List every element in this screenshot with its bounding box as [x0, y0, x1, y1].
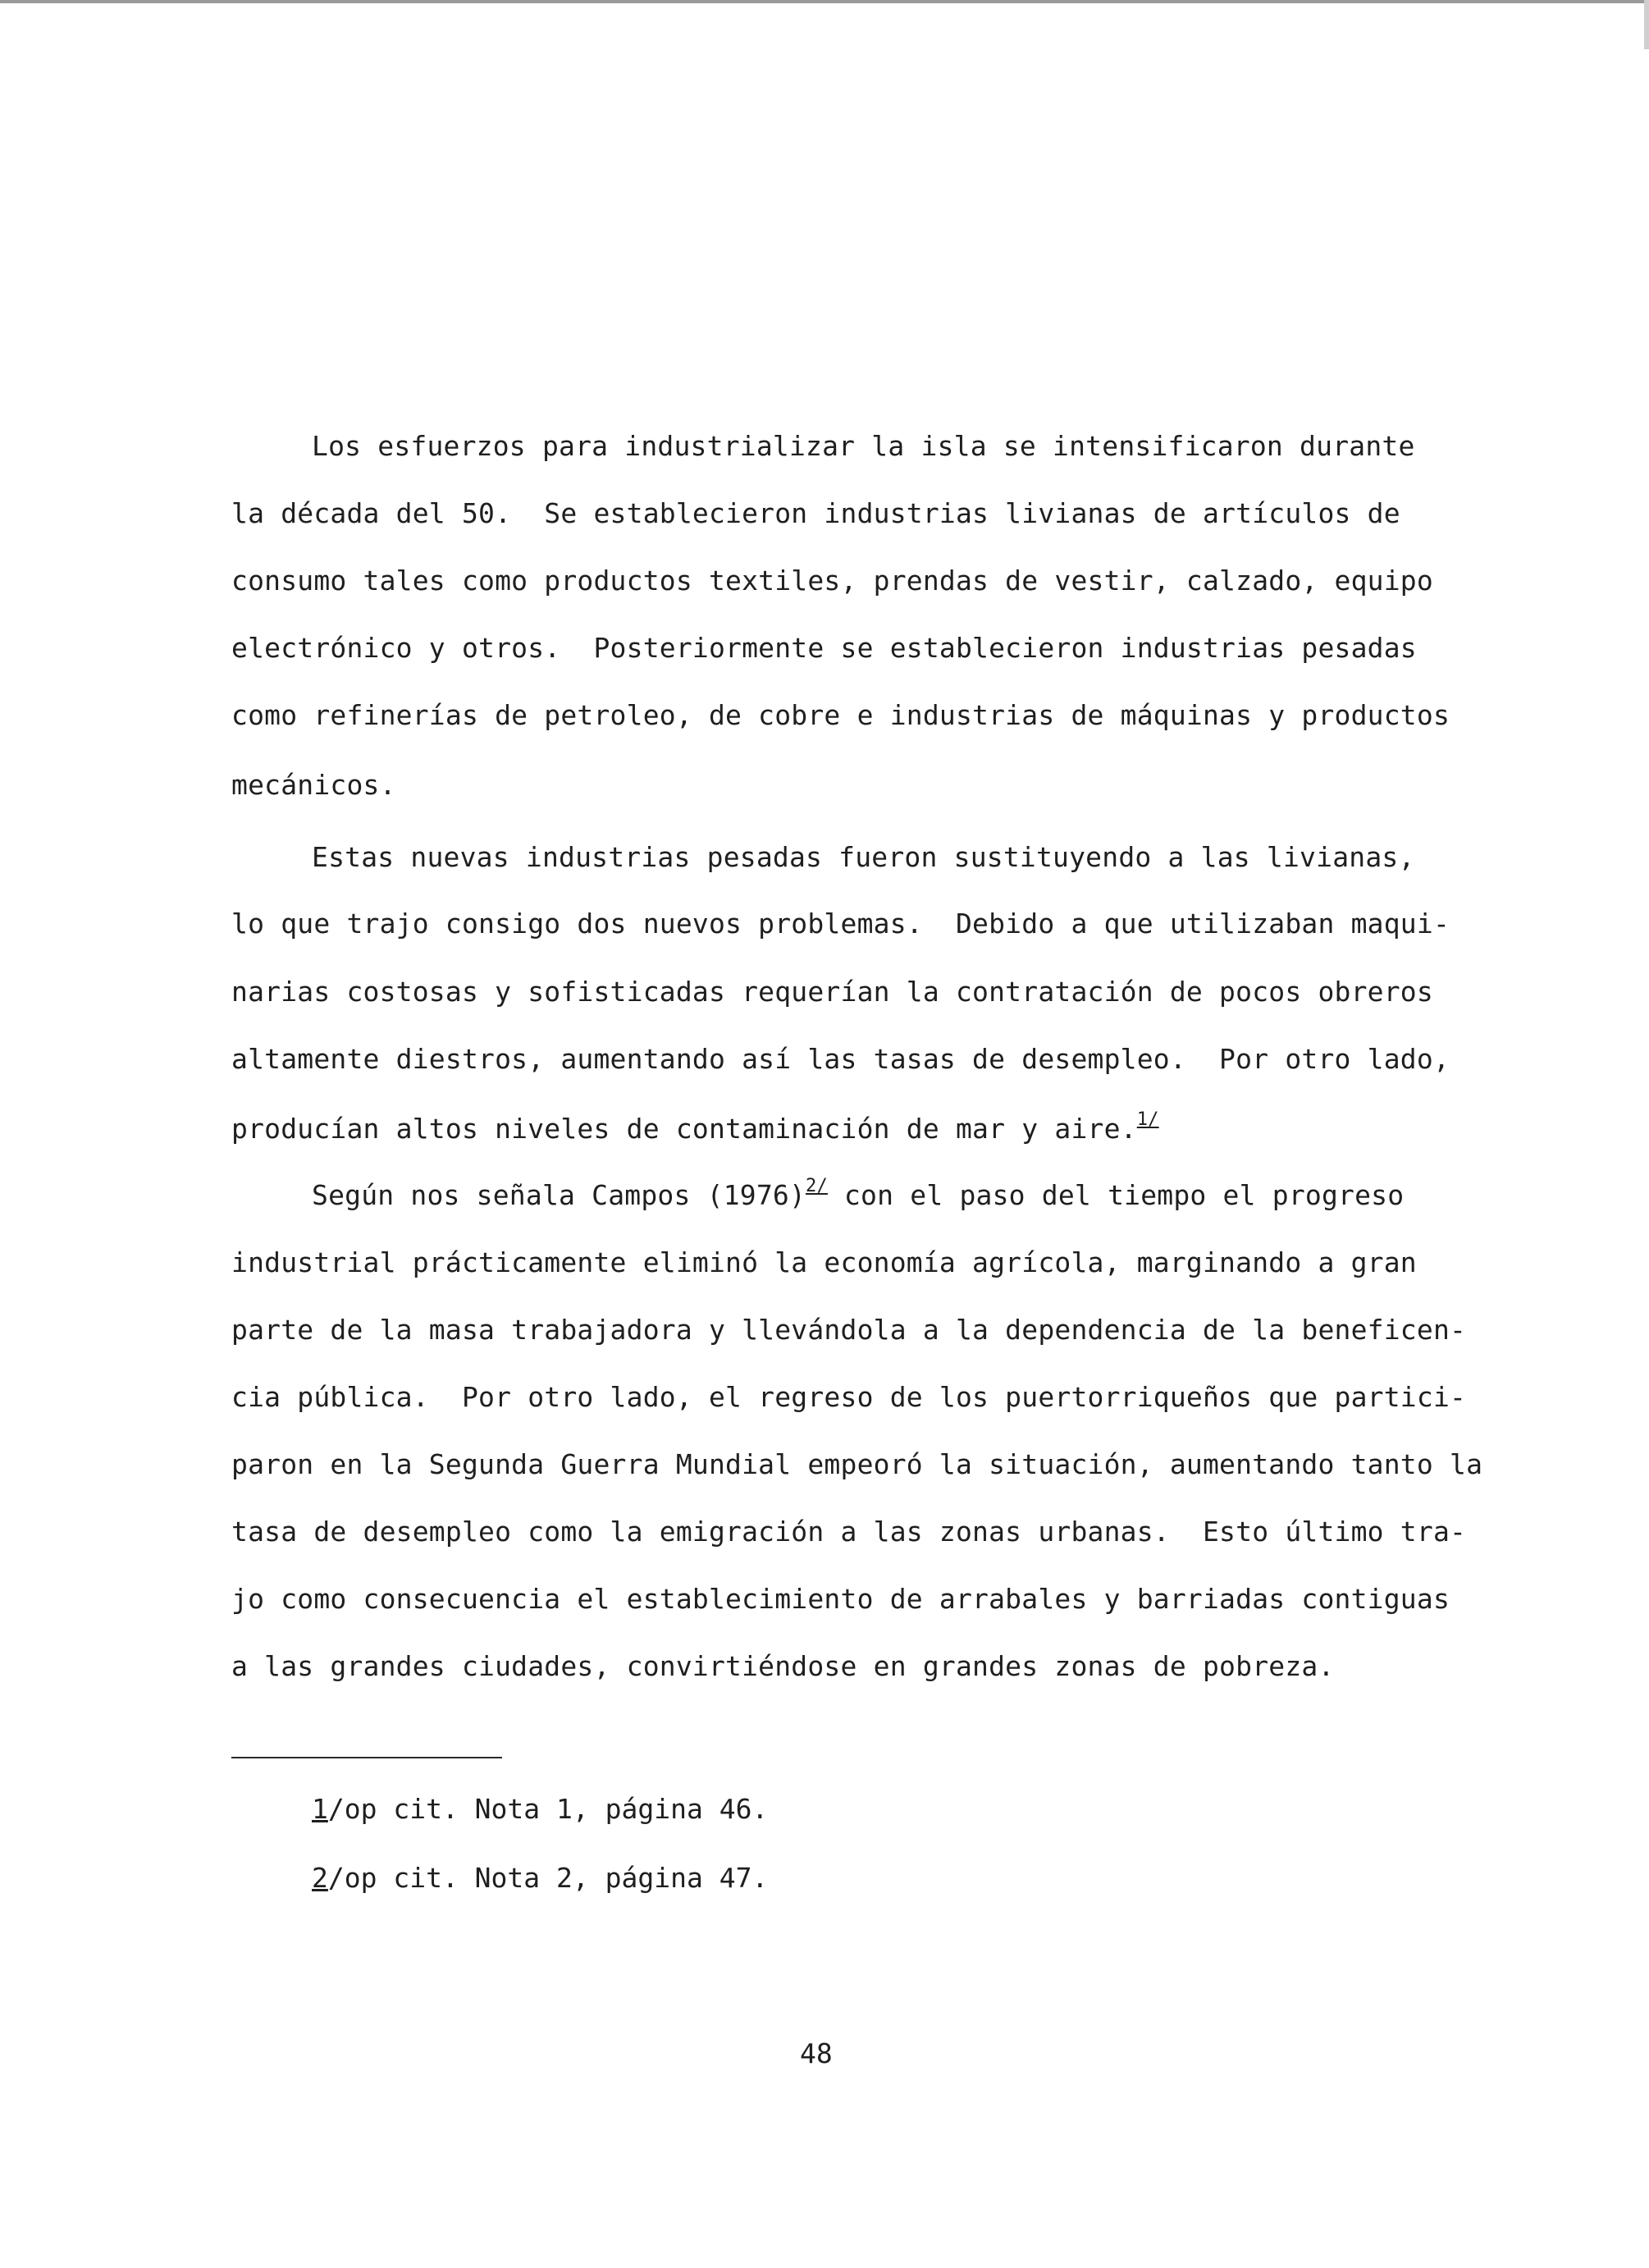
footnote-ref-1: 1/ — [1136, 1109, 1159, 1130]
page-number: 48 — [800, 2037, 833, 2069]
paragraph-3-line-7: jo como consecuencia el establecimiento de arrabales y barriadas contiguas — [231, 1583, 1450, 1615]
paragraph-3-line-8: a las grandes ciudades, convirtiéndose en grandes zonas de pobreza. — [231, 1650, 1335, 1682]
footnote-2-number: 2 — [312, 1862, 328, 1894]
paragraph-2-line-5-text: producían altos niveles de contaminación de mar y aire. — [231, 1113, 1137, 1145]
paragraph-3-line-1-after-ref: con el paso del tiempo el progreso — [827, 1179, 1405, 1211]
footnote-ref-2: 2/ — [806, 1176, 828, 1196]
paragraph-1-line-3: consumo tales como productos textiles, prendas de vestir, calzado, equipo — [231, 565, 1433, 597]
footnote-separator — [231, 1757, 502, 1758]
paragraph-3-line-6: tasa de desempleo como la emigración a las zonas urbanas. Esto último tra- — [231, 1516, 1467, 1548]
paragraph-3-line-2: industrial prácticamente eliminó la economía agrícola, marginando a gran — [231, 1246, 1417, 1278]
footnote-1-number: 1 — [312, 1793, 328, 1825]
paragraph-2-line-1: Estas nuevas industrias pesadas fueron sustituyendo a las livianas, — [312, 841, 1415, 873]
paragraph-3-line-3: parte de la masa trabajadora y llevándola a la dependencia de la beneficen- — [231, 1314, 1467, 1346]
footnote-2-text: /op cit. Nota 2, página 47. — [327, 1862, 769, 1894]
footnote-1 — [312, 1793, 768, 1826]
footnote-2 — [312, 1862, 768, 1895]
paragraph-2-line-2: lo que trajo consigo dos nuevos problemas. Debido a que utilizaban maqui- — [231, 908, 1450, 940]
paragraph-1-line-1: Los esfuerzos para industrializar la isla se intensificaron durantе — [312, 430, 1415, 462]
paragraph-2-line-5 — [231, 1109, 1511, 1145]
scan-edge-right — [1644, 0, 1649, 49]
paragraph-3-line-5: paron en la Segunda Guerra Mundial empeoró la situación, aumentando tanto la — [231, 1448, 1483, 1480]
paragraph-3-line-1 — [312, 1176, 1592, 1212]
paragraph-1-line-6: mecánicos. — [231, 769, 396, 801]
paragraph-1-line-2: la década del 50. Se establecieron industrias livianas de artículos de — [231, 497, 1400, 529]
paragraph-2-line-3: narias costosas y sofisticadas requerían la contratación de pocos obreros — [231, 976, 1433, 1008]
footnote-1-text: /op cit. Nota 1, página 46. — [327, 1793, 769, 1825]
paragraph-1-line-4: electrónico y otros. Posteriormente se establecieron industrias pesadas — [231, 632, 1417, 664]
scan-edge-top — [0, 0, 1649, 3]
paragraph-3-line-4: cia pública. Por otro lado, el regreso de los puertorriqueños que partici- — [231, 1381, 1467, 1413]
paragraph-3-line-1-before-ref: Según nos señala Campos (1976) — [312, 1179, 806, 1211]
paragraph-2-line-4: altamente diestros, aumentando así las tasas de desempleo. Por otro lado, — [231, 1043, 1450, 1075]
paragraph-1-line-5: como refinerías de petroleo, de cobre e industrias de máquinas y productos — [231, 699, 1450, 731]
